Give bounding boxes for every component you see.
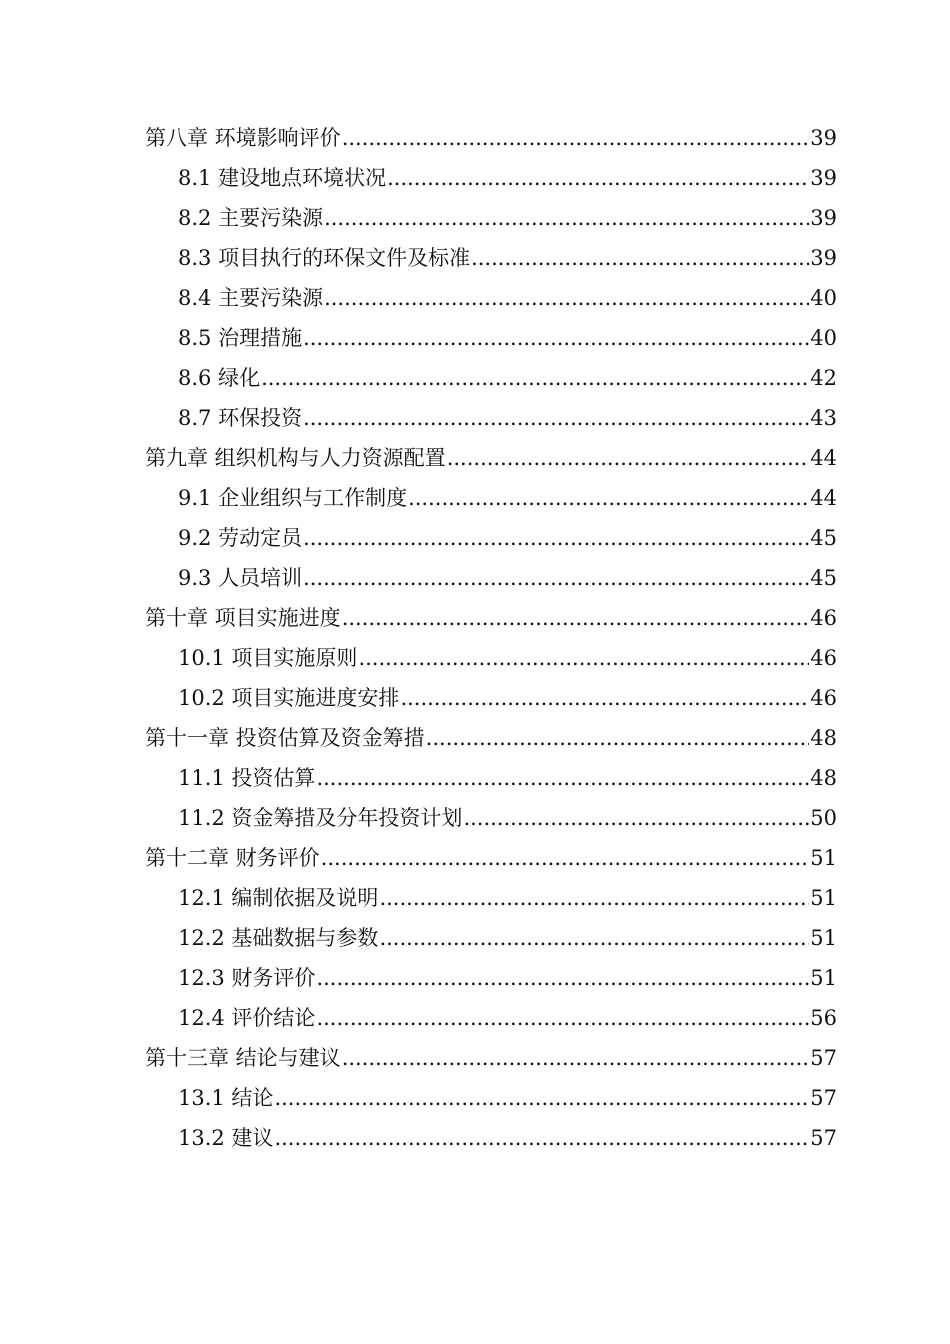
toc-page-number: 45 (810, 526, 837, 550)
toc-page-number: 51 (810, 846, 837, 870)
toc-page-number: 51 (810, 926, 837, 950)
toc-dot-leader (316, 958, 809, 998)
toc-entry-title: 12.2 基础数据与参数 (178, 926, 379, 950)
toc-dot-leader (379, 918, 809, 958)
toc-entry-8-7[interactable] (145, 398, 837, 438)
toc-dot-leader (303, 398, 809, 438)
toc-entry-title: 第十三章 结论与建议 (145, 1046, 341, 1070)
toc-dot-leader (400, 678, 809, 718)
toc-entry-chapter-10[interactable] (145, 598, 837, 638)
toc-page-number: 42 (810, 366, 837, 390)
toc-dot-leader (342, 598, 810, 638)
toc-page-number: 48 (810, 766, 837, 790)
toc-entry-title: 10.2 项目实施进度安排 (178, 686, 400, 710)
table-of-contents (145, 118, 837, 1158)
toc-page-number: 57 (810, 1126, 837, 1150)
toc-dot-leader (261, 358, 809, 398)
toc-dot-leader (471, 238, 809, 278)
toc-page-number: 46 (810, 606, 837, 630)
toc-entry-title: 8.6 绿化 (178, 366, 261, 390)
toc-dot-leader (303, 318, 809, 358)
toc-entry-title: 第十一章 投资估算及资金筹措 (145, 726, 425, 750)
toc-dot-leader (274, 1078, 809, 1118)
toc-page-number: 57 (810, 1046, 837, 1070)
toc-page-number: 48 (810, 726, 837, 750)
toc-dot-leader (426, 718, 810, 758)
toc-entry-10-2[interactable] (145, 678, 837, 718)
toc-entry-chapter-9[interactable] (145, 438, 837, 478)
toc-entry-title: 8.4 主要污染源 (178, 286, 324, 310)
toc-dot-leader (303, 518, 809, 558)
toc-page-number: 39 (810, 206, 837, 230)
toc-entry-title: 12.3 财务评价 (178, 966, 316, 990)
toc-dot-leader (316, 758, 809, 798)
toc-entry-8-1[interactable] (145, 158, 837, 198)
toc-dot-leader (316, 998, 809, 1038)
toc-entry-title: 11.2 资金筹措及分年投资计划 (178, 806, 463, 830)
toc-entry-12-4[interactable] (145, 998, 837, 1038)
toc-entry-8-2[interactable] (145, 198, 837, 238)
toc-page-number: 39 (810, 126, 837, 150)
toc-dot-leader (379, 878, 809, 918)
toc-page-number: 57 (810, 1086, 837, 1110)
toc-entry-title: 第八章 环境影响评价 (145, 126, 341, 150)
toc-page-number: 40 (810, 286, 837, 310)
toc-dot-leader (274, 1118, 809, 1158)
toc-page-number: 39 (810, 246, 837, 270)
toc-entry-title: 9.1 企业组织与工作制度 (178, 486, 408, 510)
toc-entry-title: 第十章 项目实施进度 (145, 606, 341, 630)
toc-entry-chapter-12[interactable] (145, 838, 837, 878)
toc-entry-title: 11.1 投资估算 (178, 766, 316, 790)
toc-entry-title: 12.1 编制依据及说明 (178, 886, 379, 910)
toc-page-number: 56 (810, 1006, 837, 1030)
toc-entry-11-1[interactable] (145, 758, 837, 798)
toc-page-number: 44 (810, 446, 837, 470)
toc-dot-leader (463, 798, 809, 838)
toc-dot-leader (408, 478, 809, 518)
toc-dot-leader (321, 838, 810, 878)
toc-entry-title: 8.7 环保投资 (178, 406, 303, 430)
toc-entry-8-3[interactable] (145, 238, 837, 278)
toc-page-number: 51 (810, 966, 837, 990)
toc-entry-13-1[interactable] (145, 1078, 837, 1118)
toc-entry-title: 第十二章 财务评价 (145, 846, 320, 870)
toc-entry-11-2[interactable] (145, 798, 837, 838)
toc-entry-chapter-8[interactable] (145, 118, 837, 158)
toc-entry-chapter-11[interactable] (145, 718, 837, 758)
toc-page-number: 45 (810, 566, 837, 590)
toc-dot-leader (342, 1038, 810, 1078)
toc-entry-10-1[interactable] (145, 638, 837, 678)
toc-entry-12-1[interactable] (145, 878, 837, 918)
toc-entry-title: 8.2 主要污染源 (178, 206, 324, 230)
toc-dot-leader (447, 438, 810, 478)
toc-page-number: 50 (810, 806, 837, 830)
toc-dot-leader (342, 118, 810, 158)
toc-page-number: 46 (810, 646, 837, 670)
toc-entry-title: 9.3 人员培训 (178, 566, 303, 590)
toc-page-number: 44 (810, 486, 837, 510)
toc-entry-title: 9.2 劳动定员 (178, 526, 303, 550)
toc-entry-12-3[interactable] (145, 958, 837, 998)
toc-entry-title: 8.5 治理措施 (178, 326, 303, 350)
toc-entry-title: 第九章 组织机构与人力资源配置 (145, 446, 446, 470)
toc-dot-leader (324, 198, 809, 238)
toc-page-number: 51 (810, 886, 837, 910)
toc-page-number: 39 (810, 166, 837, 190)
toc-entry-8-6[interactable] (145, 358, 837, 398)
toc-entry-title: 13.2 建议 (178, 1126, 274, 1150)
toc-entry-chapter-13[interactable] (145, 1038, 837, 1078)
toc-entry-8-5[interactable] (145, 318, 837, 358)
toc-entry-9-3[interactable] (145, 558, 837, 598)
toc-entry-title: 10.1 项目实施原则 (178, 646, 358, 670)
toc-entry-8-4[interactable] (145, 278, 837, 318)
toc-entry-12-2[interactable] (145, 918, 837, 958)
toc-entry-9-2[interactable] (145, 518, 837, 558)
toc-page-number: 40 (810, 326, 837, 350)
toc-entry-9-1[interactable] (145, 478, 837, 518)
toc-dot-leader (358, 638, 809, 678)
toc-entry-title: 12.4 评价结论 (178, 1006, 316, 1030)
toc-dot-leader (387, 158, 809, 198)
toc-dot-leader (324, 278, 809, 318)
toc-entry-title: 8.3 项目执行的环保文件及标准 (178, 246, 471, 270)
toc-entry-title: 8.1 建设地点环境状况 (178, 166, 387, 190)
toc-dot-leader (303, 558, 809, 598)
toc-entry-title: 13.1 结论 (178, 1086, 274, 1110)
toc-entry-13-2[interactable] (145, 1118, 837, 1158)
toc-page-number: 43 (810, 406, 837, 430)
toc-page-number: 46 (810, 686, 837, 710)
